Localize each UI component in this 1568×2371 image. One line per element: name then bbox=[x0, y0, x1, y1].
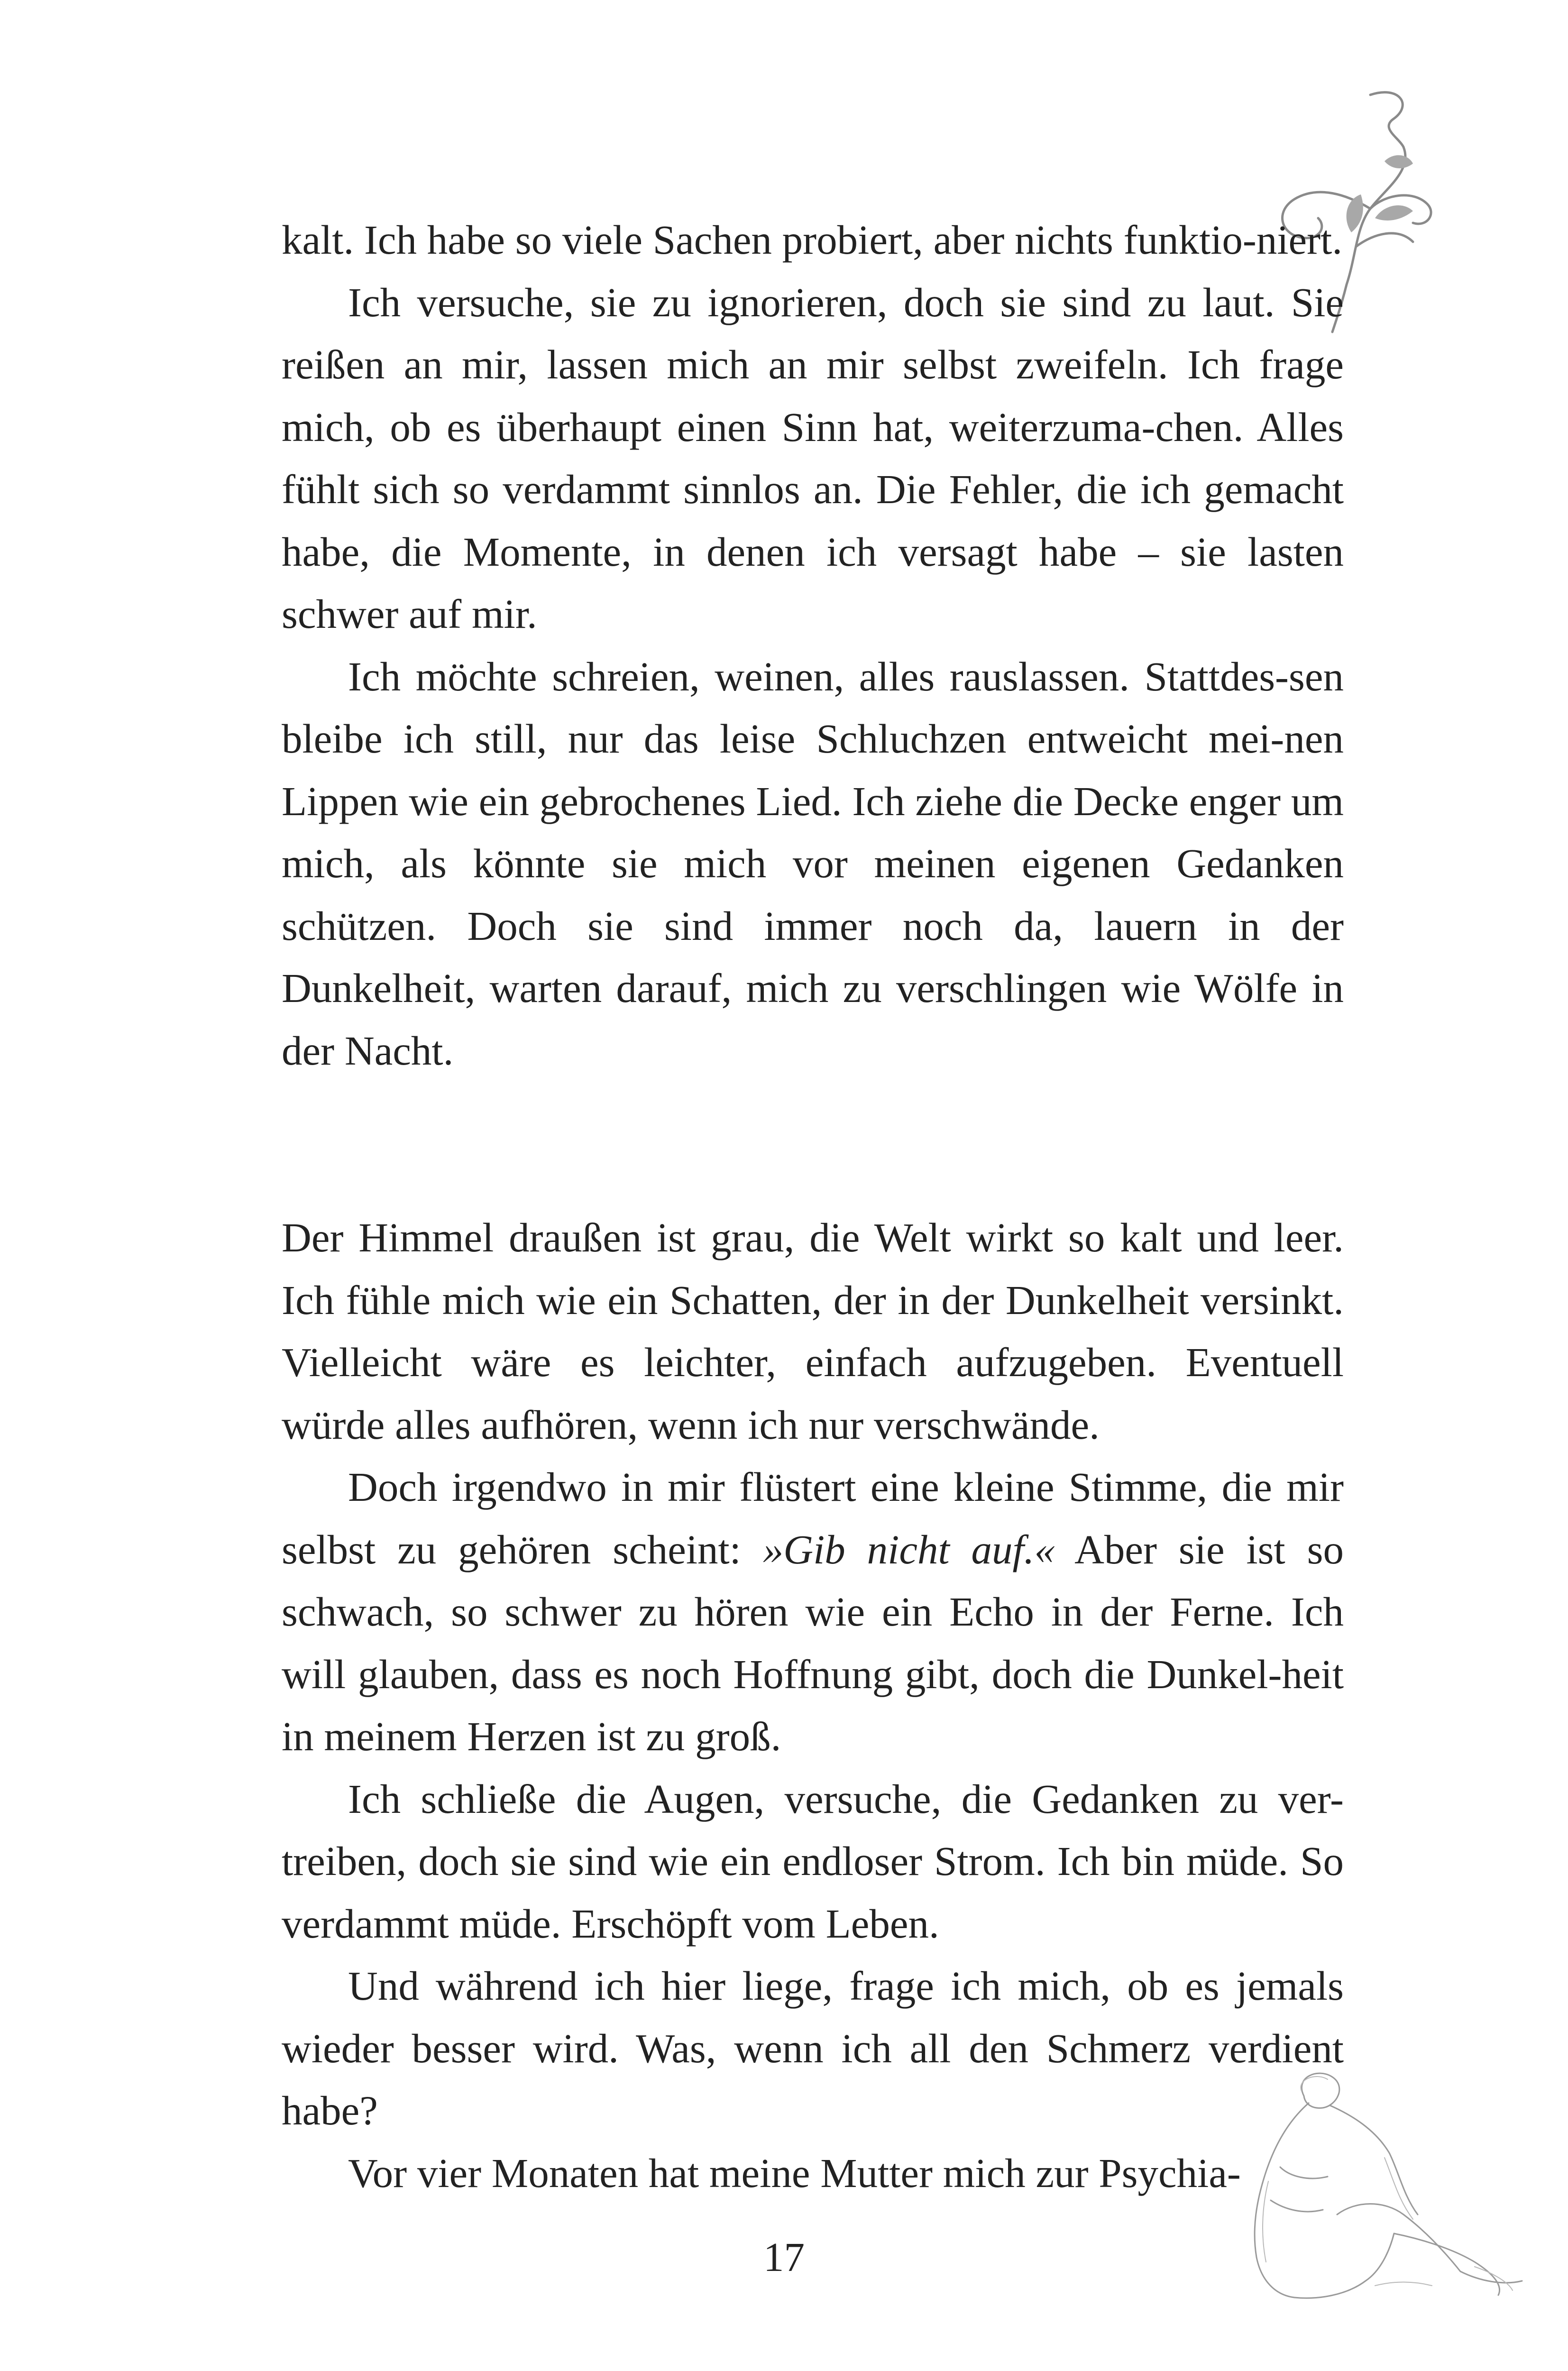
body-text bbox=[282, 209, 1344, 2204]
paragraph-text: Doch irgendwo in mir flüstert eine kleine Stimme, die mir selbst zu gehören scheint: bbox=[282, 1464, 1344, 1572]
paragraph: Ich möchte schreien, weinen, alles rauslassen. Stattdes-sen bleibe ich still, nur das leise Schluchzen entweicht mei-nen Lippen wie ein gebrochenes Lied. Ich ziehe die Decke enger um mich, als könnte sie mich vor meinen eigenen Gedanken schützen. Doch sie sind immer noch da, lauern in der Dunkelheit, warten darauf, mich zu verschlingen wie Wölfe in der Nacht. bbox=[282, 653, 1344, 1074]
paragraph-with-quote bbox=[282, 1456, 1344, 1768]
page-number: 17 bbox=[763, 2234, 805, 2280]
paragraph: Und während ich hier liege, frage ich mich, ob es jemals wieder besser wird. Was, wenn ich all den Schmerz verdient habe? bbox=[282, 1963, 1344, 2133]
paragraph: Vor vier Monaten hat meine Mutter mich zur Psychia- bbox=[348, 2150, 1241, 2196]
paragraph: Der Himmel draußen ist grau, die Welt wirkt so kalt und leer. Ich fühle mich wie ein Schatten, der in der Dunkelheit versinkt. Vielleicht wäre es leichter, einfach aufzugeben. Eventuell würde alles aufhören, wenn ich nur verschwände. bbox=[282, 1214, 1344, 1448]
italic-quote: »Gib nicht auf.« bbox=[762, 1526, 1055, 1572]
paragraph: Ich versuche, sie zu ignorieren, doch sie sind zu laut. Sie reißen an mir, lassen mich an mir selbst zweifeln. Ich frage mich, ob es überhaupt einen Sinn hat, weiterzuma-chen. Alles fühlt sich so verdammt sinnlos an. Die Fehler, die ich gemacht habe, die Momente, in denen ich versagt habe – sie lasten schwer auf mir. bbox=[282, 279, 1344, 637]
section-break bbox=[282, 1082, 1344, 1206]
paragraph: kalt. Ich habe so viele Sachen probiert, aber nichts funktio-niert. bbox=[282, 217, 1343, 263]
paragraph: Ich schließe die Augen, versuche, die Gedanken zu ver-treiben, doch sie sind wie ein endloser Strom. Ich bin müde. So verdammt müde. Erschöpft vom Leben. bbox=[282, 1775, 1344, 1947]
paragraph-text: Aber sie ist so schwach, so schwer zu hören wie ein Echo in der Ferne. Ich will glauben, dass es noch Hoffnung gibt, doch die Dunkel-heit in meinem Herzen ist zu groß. bbox=[282, 1526, 1344, 1759]
